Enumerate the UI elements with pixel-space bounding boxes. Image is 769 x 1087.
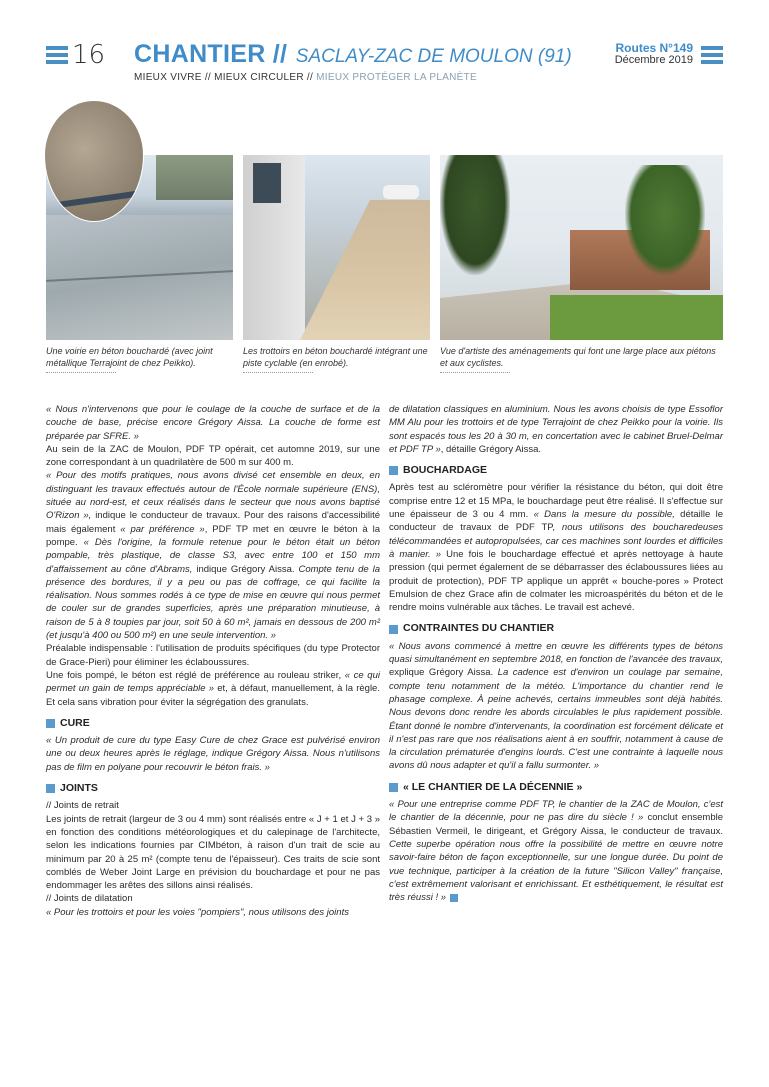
square-bullet-icon bbox=[389, 466, 398, 475]
paragraph: de dilatation classiques en aluminium. Nous les avons choisis de type Essoflor MM Alu pour les trottoirs et de type Terrajoint de chez Peikko pour la voirie. Ils sont espacés tous les 20 à 30 m, en concertation avec le cabinet Bruel-Delmar et PDF TP », détaille Grégory Aissa. bbox=[389, 404, 723, 455]
subheading: // Joints de dilatation bbox=[46, 893, 133, 905]
paragraph: « Nous n'intervenons que pour le coulage de la couche de surface et de la couche de base, précise encore Grégory Aissa. La couche de forme est préparée par SFRE. » bbox=[46, 404, 380, 442]
section-heading-contraintes: CONTRAINTES DU CHANTIER bbox=[389, 622, 723, 635]
issue-date: Décembre 2019 bbox=[614, 54, 693, 66]
paragraph: « Un produit de cure du type Easy Cure de chez Grace est pulvérisé environ une ou deux heures après le réglage, indique Grégory Aissa. Nous n'utilisons pas de film en polyane pour recouvrir le béton frais. » bbox=[46, 735, 380, 773]
square-bullet-icon bbox=[46, 784, 55, 793]
caption-3: Vue d'artiste des aménagements qui font une large place aux piétons et aux cyclistes. bbox=[440, 346, 723, 373]
photo-sidewalk bbox=[243, 155, 430, 340]
square-bullet-icon bbox=[46, 719, 55, 728]
menu-bars-icon-right bbox=[701, 46, 723, 64]
left-column bbox=[46, 403, 380, 919]
paragraph: « Pour les trottoirs et pour les voies "pompiers", nous utilisons des joints bbox=[46, 906, 349, 918]
end-square-icon bbox=[450, 894, 458, 902]
paragraph: Après test au scléromètre pour vérifier la résistance du béton, qui doit être comprise entre 12 et 15 MPa, le bouchardage peut être réalisé. Il s'effectue sur une épaisseur de 3 ou 4 mm. « Dans la mesure du possible, détaille le conducteur de travaux de PDF TP, nous utilisons des boucharedeuses télécommandées et autopropulsées, car ces machines sont lourdes et difficiles à manier. » Une fois le bouchardage effectué et après nettoyage à haute pression (qui permet également de se débarrasser des éclaboussures liées au produit de protection), PDF TP applique un apprêt « bouche-pores » Protect Emulsion de chez Grace afin de colmater les microaspérités du béton et de le rendre moins vulnérable aux tâches. Le travail est achevé. bbox=[389, 482, 724, 614]
issue-info bbox=[615, 42, 693, 66]
section-heading-joints: JOINTS bbox=[46, 782, 380, 795]
tag-active: MIEUX VIVRE // MIEUX CIRCULER // bbox=[134, 72, 314, 83]
photo-artist-view bbox=[440, 155, 723, 340]
square-bullet-icon bbox=[389, 625, 398, 634]
section-heading-cure: CURE bbox=[46, 717, 380, 730]
paragraph: Une fois pompé, le béton est réglé de préférence au rouleau striker, « ce qui permet un gain de temps appréciable » et, à défaut, manuellement, à la règle. Et cela sans vibration pour éviter la ségrégation des granulats. bbox=[46, 669, 380, 708]
section-heading-bouchardage: BOUCHARDAGE bbox=[389, 464, 723, 477]
subheading: // Joints de retrait bbox=[46, 800, 119, 812]
title-main: CHANTIER // bbox=[134, 40, 288, 68]
right-column bbox=[389, 403, 723, 904]
page-header bbox=[46, 40, 723, 90]
paragraph: Préalable indispensable : l'utilisation de produits spécifiques (du type Protector de Grace-Pieri) pour éliminer les éclaboussures. bbox=[46, 643, 380, 668]
issue-number: Routes N°149 bbox=[615, 41, 693, 55]
paragraph: « Pour des motifs pratiques, nous avons divisé cet ensemble en deux, en distinguant les travaux effectués autour de l'École normale supérieure (ENS), située au nord-est, et ceux réalisés dans le secteur que nous avons baptisé O'Rizon », indique le conducteur de travaux. Pour des raisons d'accessibilité mais également « par préférence », PDF TP met en œuvre le béton à la pompe. « Dès l'origine, la formule retenue pour le béton était un béton pompable, très plastique, de classe S3, avec entre 100 et 150 mm d'affaissement au cône d'Abrams, indique Grégory Aissa. Compte tenu de la présence des bordures, il y a peu ou pas de coffrage, ce qui facilite la réalisation. Nous sommes rodés à ce type de mise en œuvre qui nous permet de couler sur de grandes superficies, après une préparation minutieuse, à raison de 5 à 8 toupies par jour, soit 50 à 60 m², jamais en dessous de 200 m² (et jusqu'à 400 ou 500 m²) en une seule intervention. » bbox=[46, 470, 381, 642]
title-location: SACLAY-ZAC DE MOULON (91) bbox=[295, 46, 572, 67]
paragraph: « Nous avons commencé à mettre en œuvre les différents types de bétons quasi simultanément en septembre 2018, en fonction de l'avancée des travaux, explique Grégory Aissa. La cadence est d'environ un coulage par semaine, compte tenu notamment de la météo. L'importance du chantier rend le phasage complexe. À peine achevés, certains immeubles sont déjà habités. Nous devons donc rendre les abords circulables le plus rapidement possible. Étant donné le nombre d'intervenants, la coordination est forcément délicate et il n'est pas rare que nos réalisations aient à en souffrir, notamment à cause de la circulation prématurée d'engins lourds. C'est une contrainte à laquelle nous avons dû nous adapter et qu'il a fallu surmonter. » bbox=[389, 640, 723, 772]
tag-inactive: MIEUX PROTÉGER LA PLANÈTE bbox=[313, 72, 478, 83]
page-title bbox=[134, 40, 572, 69]
page-number: 16 bbox=[72, 40, 106, 70]
paragraph: Au sein de la ZAC de Moulon, PDF TP opérait, cet automne 2019, sur une zone correspondant à un quadrilatère de 500 m sur 400 m. bbox=[46, 443, 380, 469]
caption-1: Une voirie en béton bouchardé (avec joint métallique Terrajoint de chez Peikko). bbox=[46, 346, 238, 373]
paragraph: Les joints de retrait (largeur de 3 ou 4 mm) sont réalisés entre « J + 1 et J + 3 » en fonction des conditions météorologiques et du calepinage de l'architecte, selon les indications fournies par CIMbéton, à raison d'un trait de scie au minimum par 20 à 25 m² (compte tenu de l'épaisseur). Ces traits de scie sont comblés de Weber Joint Large en prévision du bouchardage et pour ne pas endommager les arêtes des sillons ainsi réalisés. bbox=[46, 813, 380, 892]
section-heading-decennie: « LE CHANTIER DE LA DÉCENNIE » bbox=[389, 781, 723, 794]
section-tags bbox=[134, 72, 477, 83]
square-bullet-icon bbox=[389, 783, 398, 792]
caption-2: Les trottoirs en béton bouchardé intégrant une piste cyclable (en enrobé). bbox=[243, 346, 433, 373]
paragraph: « Pour une entreprise comme PDF TP, le chantier de la ZAC de Moulon, c'est le chantier de la décennie, pour ne pas dire du siècle ! » conclut ensemble Sébastien Vermeil, le dirigeant, et Grégory Aissa, le conducteur de travaux. Cette superbe opération nous offre la possibilité de mettre en œuvre notre savoir-faire béton de façon exceptionnelle, sur une longue durée. Du point de vue technique, participer à la création de la future "Silicon Valley" française, c'est extrêmement valorisant et enrichissant. Et esthétiquement, le résultat est très réussi ! » bbox=[389, 799, 723, 904]
menu-bars-icon bbox=[46, 46, 68, 64]
